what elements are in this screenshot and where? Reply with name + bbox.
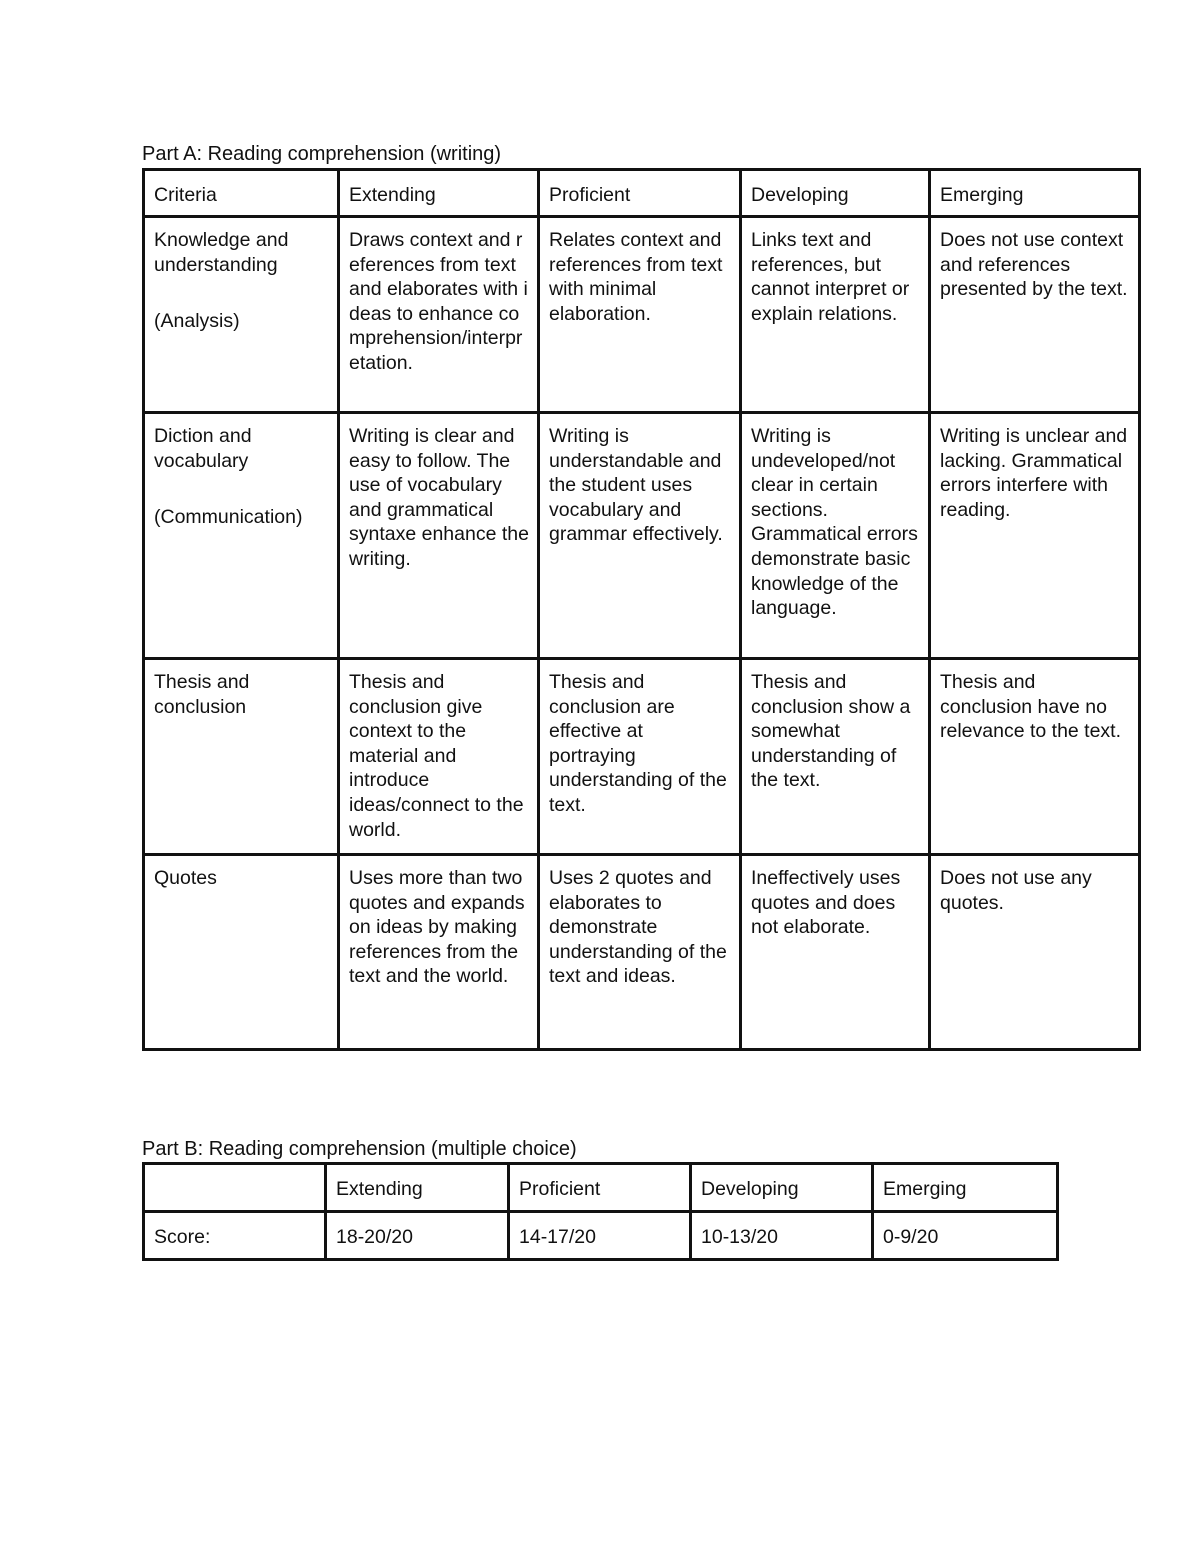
score-label: Score:	[144, 1212, 326, 1260]
header-extending: Extending	[326, 1164, 509, 1212]
score-emerging: 0-9/20	[873, 1212, 1058, 1260]
header-extending: Extending	[339, 170, 539, 217]
score-developing: 10-13/20	[691, 1212, 873, 1260]
criterion-tag: (Analysis)	[154, 310, 240, 333]
proficient-cell: Writing is understandable and the student uses vocabulary and grammar effectively.	[539, 413, 741, 659]
writing-rubric-table	[142, 168, 1141, 1051]
criterion-cell	[144, 217, 339, 413]
criterion-name: Quotes	[154, 867, 217, 889]
table-row	[144, 217, 1140, 413]
header-emerging: Emerging	[873, 1164, 1058, 1212]
score-proficient: 14-17/20	[509, 1212, 691, 1260]
developing-cell: Links text and references, but cannot interpret or explain relations.	[741, 217, 930, 413]
criterion-name: Thesis and conclusion	[154, 671, 250, 718]
developing-cell: Ineffectively uses quotes and does not elaborate.	[741, 855, 930, 1050]
header-emerging: Emerging	[930, 170, 1140, 217]
part-a-title: Part A: Reading comprehension (writing)	[142, 143, 502, 165]
header-developing: Developing	[741, 170, 930, 217]
part-b-title: Part B: Reading comprehension (multiple choice)	[142, 1138, 577, 1160]
emerging-cell: Thesis and conclusion have no relevance to the text.	[930, 659, 1140, 855]
table-row	[144, 413, 1140, 659]
developing-cell: Writing is undeveloped/not clear in certain sections. Grammatical errors demonstrate basic knowledge of the language.	[741, 413, 930, 659]
table-header-row	[144, 1164, 1058, 1212]
criterion-cell	[144, 659, 339, 855]
proficient-cell: Relates context and references from text with minimal elaboration.	[539, 217, 741, 413]
score-extending: 18-20/20	[326, 1212, 509, 1260]
emerging-cell: Does not use context and references presented by the text.	[930, 217, 1140, 413]
criterion-cell	[144, 413, 339, 659]
developing-cell: Thesis and conclusion show a somewhat understanding of the text.	[741, 659, 930, 855]
table-header-row	[144, 170, 1140, 217]
multiple-choice-score-table	[142, 1162, 1059, 1261]
extending-cell: Writing is clear and easy to follow. The use of vocabulary and grammatical syntaxe enhance the writing.	[339, 413, 539, 659]
criterion-name: Diction and vocabulary	[154, 425, 252, 472]
table-row	[144, 855, 1140, 1050]
extending-cell: Draws context and references from text and elaborates with ideas to enhance comprehension/interpretation.	[339, 217, 539, 413]
header-developing: Developing	[691, 1164, 873, 1212]
criterion-name: Knowledge and understanding	[154, 229, 289, 276]
table-row	[144, 659, 1140, 855]
extending-cell: Thesis and conclusion give context to the material and introduce ideas/connect to the world.	[339, 659, 539, 855]
emerging-cell: Writing is unclear and lacking. Grammatical errors interfere with reading.	[930, 413, 1140, 659]
emerging-cell: Does not use any quotes.	[930, 855, 1140, 1050]
extending-cell: Uses more than two quotes and expands on ideas by making references from the text and the world.	[339, 855, 539, 1050]
proficient-cell: Uses 2 quotes and elaborates to demonstrate understanding of the text and ideas.	[539, 855, 741, 1050]
criterion-tag: (Communication)	[154, 506, 303, 529]
criterion-cell	[144, 855, 339, 1050]
table-row	[144, 1212, 1058, 1260]
header-proficient: Proficient	[539, 170, 741, 217]
header-empty	[144, 1164, 326, 1212]
header-criteria: Criteria	[144, 170, 339, 217]
header-proficient: Proficient	[509, 1164, 691, 1212]
proficient-cell: Thesis and conclusion are effective at portraying understanding of the text.	[539, 659, 741, 855]
